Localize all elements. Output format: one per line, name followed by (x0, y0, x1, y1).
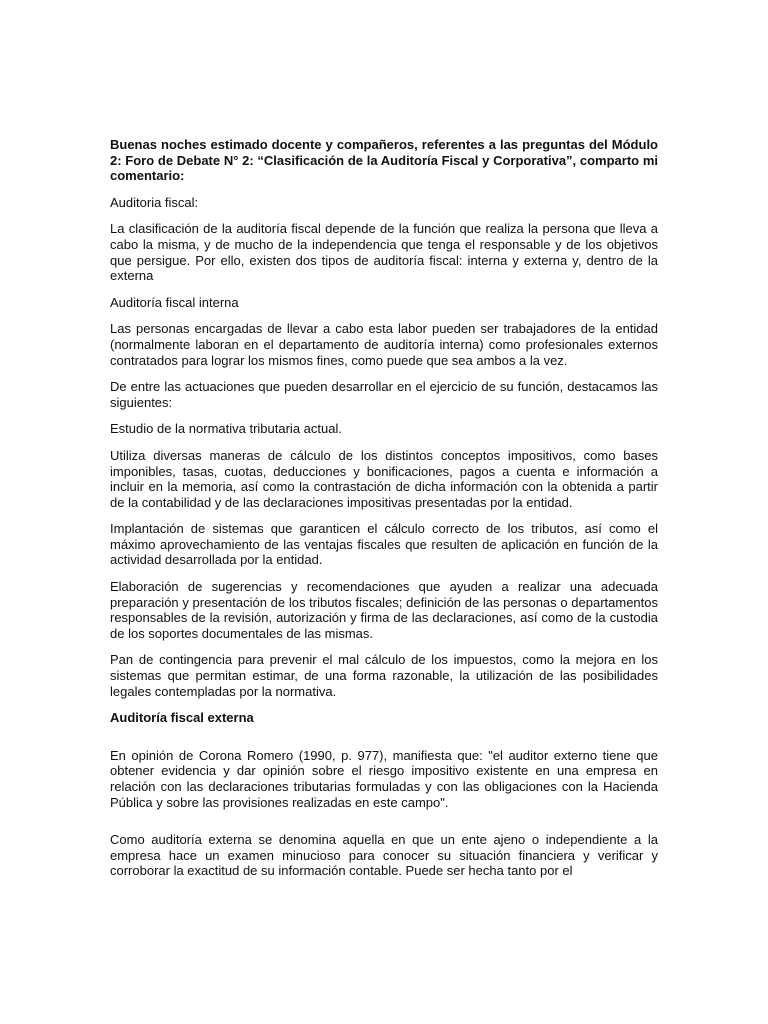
intro-paragraph: Buenas noches estimado docente y compañeros, referentes a las preguntas del Módulo 2: Foro de Debate N° 2: “Clasificación de la Auditoría Fiscal y Corporativa”, comparto mi comentario: (110, 137, 658, 184)
heading-auditoria-fiscal-interna: Auditoría fiscal interna (110, 294, 239, 310)
paragraph-personas-encargadas: Las personas encargadas de llevar a cabo esta labor pueden ser trabajadores de la entidad (normalmente laboran en el departamento de auditoría interna) como profesionales externos contratados para lograr los mismos fines, como puede que sea ambos a la vez. (110, 321, 658, 368)
heading-auditoria-fiscal: Auditoria fiscal: (110, 194, 199, 210)
paragraph-actuaciones: De entre las actuaciones que pueden desarrollar en el ejercicio de su función, destacamos las siguientes: (110, 379, 658, 410)
heading-auditoria-fiscal-externa: Auditoría fiscal externa (110, 710, 254, 726)
paragraph-spacer (110, 737, 658, 748)
paragraph-spacer (110, 821, 658, 832)
paragraph-plan-contingencia: Pan de contingencia para prevenir el mal cálculo de los impuestos, como la mejora en los sistemas que permitan estimar, de una forma razonable, la utilización de las posibilidades legales contempladas por la normativa. (110, 652, 658, 699)
paragraph-estudio-normativa: Estudio de la normativa tributaria actual. (110, 421, 342, 437)
document-page (110, 137, 658, 890)
paragraph-corona-romero: En opinión de Corona Romero (1990, p. 977), manifiesta que: "el auditor externo tiene que obtener evidencia y dar opinión sobre el riesgo impositivo existente en una empresa en relación con las declaraciones tributarias formuladas y con las obligaciones con la Hacienda Pública y sobre las provisiones realizadas en este campo". (110, 747, 658, 810)
paragraph-clasificacion: La clasificación de la auditoría fiscal depende de la función que realiza la persona que lleva a cabo la misma, y de mucho de la independencia que tenga el responsable y de los objetivos que persigue. Por ello, existen dos tipos de auditoría fiscal: interna y externa y, dentro de la externa (110, 221, 658, 284)
paragraph-elaboracion: Elaboración de sugerencias y recomendaciones que ayuden a realizar una adecuada preparación y presentación de los tributos fiscales; definición de las personas o departamentos responsables de la revisión, autorización y firma de las declaraciones, así como de la custodia de los soportes documentales de las mismas. (110, 579, 658, 641)
paragraph-implantacion: Implantación de sistemas que garanticen el cálculo correcto de los tributos, así como el máximo aprovechamiento de las ventajas fiscales que resulten de aplicación en función de la actividad desarrollada por la entidad. (110, 521, 658, 568)
paragraph-auditoria-externa: Como auditoría externa se denomina aquella en que un ente ajeno o independiente a la empresa hace un examen minucioso para conocer su situación financiera y verificar y corroborar la exactitud de su información contable. Puede ser hecha tanto por el (110, 832, 658, 879)
paragraph-calculo: Utiliza diversas maneras de cálculo de los distintos conceptos impositivos, como bases imponibles, tasas, cuotas, deducciones y bonificaciones, pagos a cuenta e información a incluir en la memoria, así como la contrastación de dicha información con la obtenida a partir de la contabilidad y de las declaraciones impositivas presentadas por la entidad. (110, 447, 658, 510)
